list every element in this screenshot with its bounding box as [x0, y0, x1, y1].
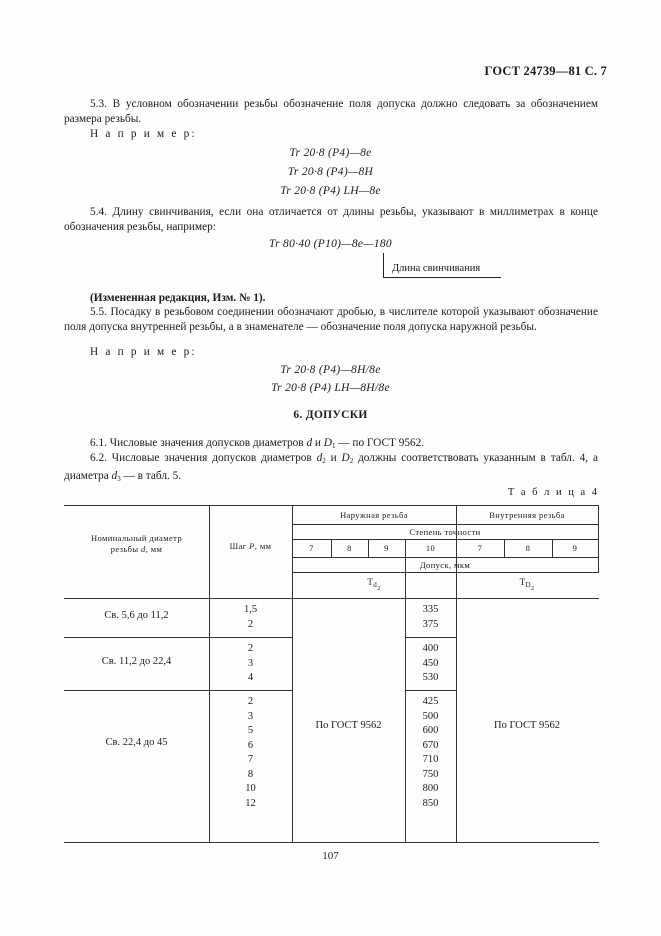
table-rule — [456, 505, 457, 842]
paragraph-5-4: 5.4. Длину свинчивания, если она отличается от длины резьбы, указывают в миллиметрах в конце обозначения резьбы, например: — [64, 206, 598, 233]
grade-cell: 9 — [384, 543, 389, 553]
table-rule — [64, 505, 599, 506]
table-rule — [64, 598, 599, 599]
table-rule — [405, 690, 457, 691]
formula-fit: Tr 20·8 (P4)—8H/8e — [280, 364, 381, 376]
formula: Tr 20·8 (P4)—8e — [289, 147, 372, 159]
table-rule — [405, 637, 457, 638]
callout-underline — [383, 277, 501, 278]
reference-inner: По ГОСТ 9562 — [493, 720, 561, 731]
row-label: Св. 11,2 до 22,4 — [101, 656, 172, 667]
grade-cell: 9 — [572, 543, 578, 553]
pitch-values: 2 3 5 6 7 8 10 12 — [245, 696, 256, 809]
tolerance-symbol-outer: $T_{d2}$ — [367, 577, 381, 592]
table-rule — [64, 842, 599, 843]
grade-cell: 7 — [477, 543, 483, 553]
table-rule — [292, 524, 599, 525]
example-label: Н а п р и м е р: — [90, 128, 197, 140]
col-header-outer-thread: Наружная резьба — [340, 510, 408, 520]
col-header-pitch: Шаг P, мм — [229, 541, 272, 551]
page-number: 107 — [322, 850, 339, 862]
grade-cell: 10 — [425, 543, 436, 553]
table-rule — [64, 637, 292, 638]
callout-leader — [383, 253, 384, 277]
tolerance-values: 335 375 — [422, 604, 439, 630]
table-rule — [64, 690, 292, 691]
paragraph-5-3: 5.3. В условном обозначении резьбы обозначение поля допуска должно следовать за обозначением размера резьбы. — [64, 98, 598, 125]
change-note: (Измененная редакция, Изм. № 1). — [90, 292, 266, 304]
col-header-inner-thread: Внутренняя резьба — [489, 510, 565, 520]
table-rule — [598, 505, 599, 572]
table-rule — [292, 557, 599, 558]
formula-length: Tr 80·40 (P10)—8e—180 — [269, 238, 392, 250]
paragraph-6-2: 6.2. Числовые значения допусков диаметров $d_2$ и $D_2$ должны соответствовать указанным в табл. 4, а диаметра $d_3$ — в табл. 5. — [64, 452, 598, 483]
paragraph-6-1: 6.1. Числовые значения допусков диаметров d и $D_1$ — по ГОСТ 9562. — [90, 437, 425, 450]
grade-cell: 8 — [525, 543, 531, 553]
reference-outer: По ГОСТ 9562 — [315, 720, 382, 731]
section-title: 6. ДОПУСКИ — [293, 409, 368, 421]
tolerance-values: 425 500 600 670 710 750 800 850 — [422, 696, 439, 809]
grade-cell: 7 — [309, 543, 314, 553]
grade-cell: 8 — [347, 543, 352, 553]
table-rule — [292, 505, 293, 842]
col-header-nominal: Номинальный диаметр резьбы d, мм — [90, 533, 183, 554]
callout-label: Длина свинчивания — [392, 263, 481, 274]
row-label: Св. 5,6 до 11,2 — [104, 610, 169, 621]
paragraph-5-5: 5.5. Посадку в резьбовом соединении обозначают дробью, в числителе которой указывают обозначение поля допуска внутренней резьбы, а в знаменателе — обозначение поля допуска наружной резьбы. — [64, 306, 598, 333]
formula: Tr 20·8 (P4) LH—8e — [280, 185, 381, 197]
col-header-tolerance: Допуск, мкм — [419, 560, 471, 570]
col-header-accuracy-grade: Степень точности — [409, 527, 481, 537]
table-caption: Т а б л и ц а 4 — [507, 487, 599, 498]
pitch-values: 1,5 2 — [243, 604, 258, 630]
tolerance-values: 400 450 530 — [422, 643, 439, 683]
row-label: Св. 22,4 до 45 — [105, 737, 168, 748]
document-header: ГОСТ 24739—81 С. 7 — [484, 64, 607, 78]
table-rule — [292, 572, 599, 573]
formula-fit: Tr 20·8 (P4) LH—8H/8e — [271, 382, 390, 394]
example-label: Н а п р и м е р: — [90, 346, 197, 358]
pitch-values: 2 3 4 — [247, 643, 254, 683]
formula: Tr 20·8 (P4)—8H — [287, 166, 374, 178]
tolerance-symbol-inner: $T_{D2}$ — [519, 577, 535, 592]
